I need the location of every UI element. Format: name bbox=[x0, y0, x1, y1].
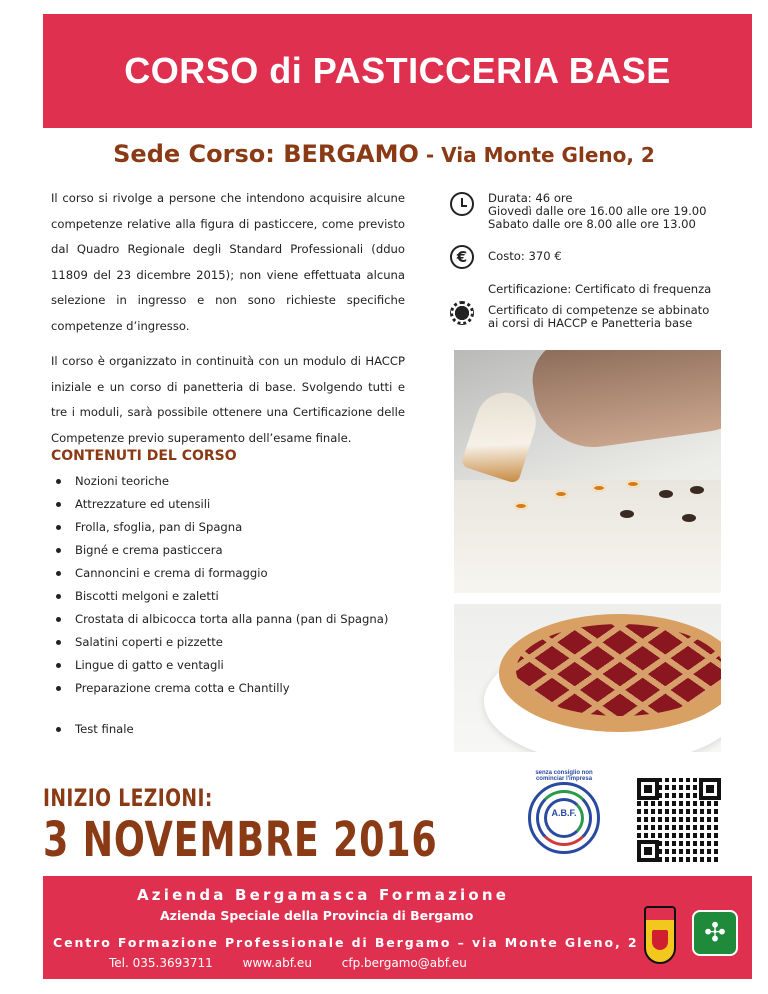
qr-finder bbox=[637, 778, 659, 800]
bullet-icon bbox=[56, 571, 61, 576]
pastry-dot bbox=[620, 510, 634, 518]
bullet-icon bbox=[56, 663, 61, 668]
org-subtitle: Azienda Speciale della Provincia di Bergamo bbox=[160, 908, 474, 923]
course-list bbox=[51, 470, 441, 741]
qr-code bbox=[637, 778, 721, 862]
sede-prefix: Sede Corso: bbox=[113, 140, 284, 168]
list-item-label: Bigné e crema pasticcera bbox=[75, 543, 223, 557]
orario-sabato: Sabato dalle ore 8.00 alle ore 13.00 bbox=[488, 217, 696, 231]
website-link[interactable]: www.abf.eu bbox=[242, 956, 312, 970]
region-lombardia-icon: ✣ bbox=[692, 910, 738, 956]
list-item-label: Salatini coperti e pizzette bbox=[75, 635, 223, 649]
orario-giovedi: Giovedì dalle ore 16.00 alle ore 19.00 bbox=[488, 204, 707, 218]
centro-address: Centro Formazione Professionale di Bergamo – via Monte Gleno, 2 bbox=[53, 935, 639, 950]
course-info bbox=[450, 190, 750, 330]
list-item-label: Crostata di albicocca torta alla panna (pan di Spagna) bbox=[75, 612, 389, 626]
euro-icon: € bbox=[450, 245, 474, 269]
page-title: CORSO di PASTICCERIA BASE bbox=[124, 50, 671, 91]
list-item-label: Test finale bbox=[75, 722, 134, 736]
list-item bbox=[51, 585, 441, 608]
pastry-dot bbox=[626, 480, 640, 488]
list-item-label: Cannoncini e crema di formaggio bbox=[75, 566, 268, 580]
list-item bbox=[51, 562, 441, 585]
sede-address: - Via Monte Gleno, 2 bbox=[418, 143, 655, 167]
info-durata bbox=[450, 192, 750, 231]
list-item-label: Nozioni teoriche bbox=[75, 474, 170, 488]
pastry-dot bbox=[514, 502, 528, 510]
list-item bbox=[51, 608, 441, 631]
bullet-icon bbox=[56, 686, 61, 691]
bullet-icon bbox=[56, 502, 61, 507]
costo-text: Costo: 370 € bbox=[488, 249, 562, 263]
pastry-dot bbox=[592, 484, 606, 492]
pastry-dot bbox=[682, 514, 696, 522]
tart-filling bbox=[516, 624, 721, 716]
pastry-dot bbox=[690, 486, 704, 494]
sede-city: BERGAMO bbox=[283, 140, 419, 168]
email-link[interactable]: cfp.bergamo@abf.eu bbox=[341, 956, 467, 970]
intro-paragraph-1: Il corso si rivolge a persone che intendono acquisire alcune competenze relative alla figura di pasticcere, come previsto dal Quadro Regionale degli Standard Professionali (dduo 11809 del 23 dicembre 2015); non viene effettuata alcuna selezione in ingresso e non sono richieste specifiche competenze d’ingresso. bbox=[51, 191, 405, 333]
intro-paragraph-2: Il corso è organizzato in continuità con un modulo di HACCP iniziale e un corso di panetteria di base. Svolgendo tutti e tre i moduli, sarà possibile ottenere una Certificazione delle Competenze previo superamento dell’esame finale. bbox=[51, 354, 405, 445]
contenuti-title: CONTENUTI DEL CORSO bbox=[51, 448, 237, 464]
sede-heading bbox=[0, 140, 768, 168]
contacts bbox=[109, 956, 493, 970]
abf-logo-motto: senza consiglio non cominciar l'impresa bbox=[535, 770, 593, 782]
chef-arm bbox=[527, 350, 721, 455]
clock-icon bbox=[450, 192, 474, 216]
piping-bag bbox=[460, 385, 543, 484]
province-crest-icon bbox=[644, 906, 676, 964]
bullet-icon bbox=[56, 727, 61, 732]
header-band bbox=[43, 14, 752, 128]
start-label: INIZIO LEZIONI: bbox=[43, 784, 213, 812]
footer-band bbox=[43, 876, 752, 979]
bullet-icon bbox=[56, 594, 61, 599]
intro-text bbox=[51, 186, 405, 451]
org-name: Azienda Bergamasca Formazione bbox=[137, 886, 510, 904]
qr-finder bbox=[699, 778, 721, 800]
list-item bbox=[51, 631, 441, 654]
phone-number: Tel. 035.3693711 bbox=[109, 956, 213, 970]
certificazione-text: Certificazione: Certificato di frequenza bbox=[488, 282, 712, 296]
start-date: 3 NOVEMBRE 2016 bbox=[43, 812, 438, 868]
abf-logo bbox=[516, 768, 612, 864]
list-item-label: Attrezzature ed utensili bbox=[75, 497, 211, 511]
abf-logo-text: A.B.F. bbox=[550, 808, 578, 824]
list-item bbox=[51, 539, 441, 562]
competenze-text-1: Certificato di competenze se abbinato bbox=[488, 303, 710, 317]
info-certificazione bbox=[450, 283, 750, 330]
list-item bbox=[51, 516, 441, 539]
tart-photo bbox=[454, 604, 721, 752]
baking-tray bbox=[454, 480, 721, 593]
list-item bbox=[51, 718, 441, 741]
pastry-dot bbox=[554, 490, 568, 498]
bullet-icon bbox=[56, 548, 61, 553]
competenze-text-2: ai corsi di HACCP e Panetteria base bbox=[488, 316, 693, 330]
list-item bbox=[51, 677, 441, 700]
durata-text: Durata: 46 ore bbox=[488, 191, 573, 205]
list-item-label: Biscotti melgoni e zaletti bbox=[75, 589, 219, 603]
pastry-chef-photo bbox=[454, 350, 721, 593]
bullet-icon bbox=[56, 479, 61, 484]
list-item bbox=[51, 470, 441, 493]
pastry-dot bbox=[659, 490, 673, 498]
seal-icon bbox=[450, 301, 474, 325]
list-item bbox=[51, 654, 441, 677]
list-item bbox=[51, 493, 441, 516]
list-item-label: Lingue di gatto e ventagli bbox=[75, 658, 224, 672]
qr-finder bbox=[637, 840, 659, 862]
list-item-label: Preparazione crema cotta e Chantilly bbox=[75, 681, 290, 695]
bullet-icon bbox=[56, 525, 61, 530]
bullet-icon bbox=[56, 617, 61, 622]
list-item-label: Frolla, sfoglia, pan di Spagna bbox=[75, 520, 243, 534]
bullet-icon bbox=[56, 640, 61, 645]
info-costo bbox=[450, 245, 750, 269]
